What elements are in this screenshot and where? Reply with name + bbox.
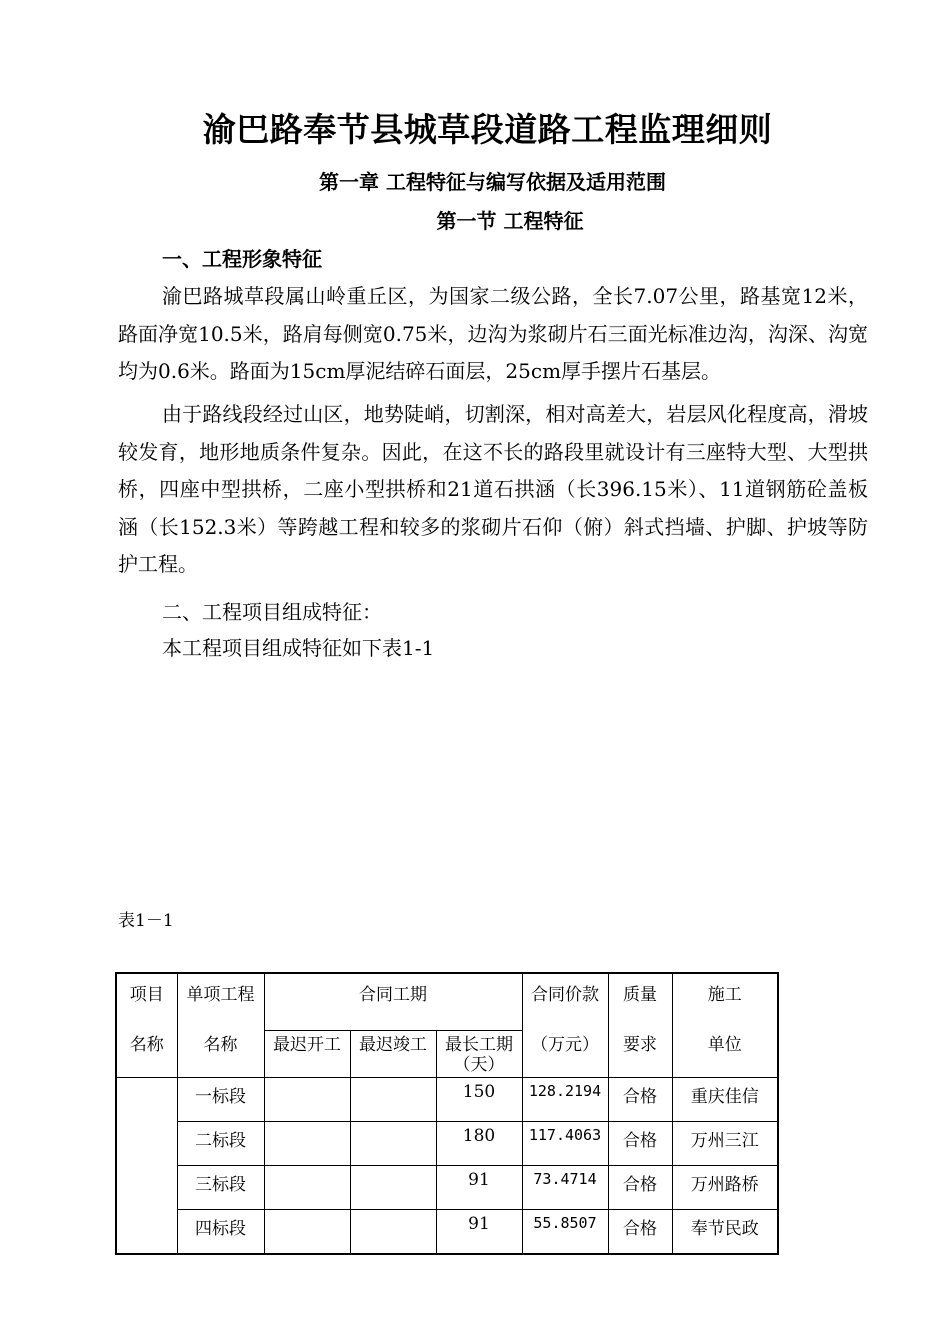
header-quality: 质量 [608,973,672,1031]
header-contractor-unit: 单位 [672,1031,778,1078]
table-row [116,1210,778,1255]
cell-name: 四标段 [177,1210,264,1255]
document-title: 渝巴路奉节县城草段道路工程监理细则 [202,110,773,149]
table-header-row [116,1031,778,1078]
header-subproject-name: 名称 [177,1031,264,1078]
subheading-composition: 二、工程项目组成特征： [162,600,382,624]
header-max-duration: 最长工期（天） [436,1031,522,1078]
cell-price: 117.4063 [522,1122,608,1166]
cell-unit: 奉节民政 [672,1210,778,1255]
cell-quality: 合格 [608,1166,672,1210]
cell-name: 二标段 [177,1122,264,1166]
cell-quality: 合格 [608,1210,672,1255]
header-contract-period: 合同工期 [264,973,522,1031]
cell-end [350,1122,436,1166]
cell-unit: 万州路桥 [672,1166,778,1210]
table-header-row [116,973,778,1031]
subheading-features: 一、工程形象特征 [162,247,322,271]
cell-days: 91 [436,1210,522,1255]
cell-name: 三标段 [177,1166,264,1210]
header-item-name: 名称 [116,1031,177,1078]
header-price-unit: （万元） [522,1031,608,1078]
header-latest-start: 最迟开工 [264,1031,350,1078]
project-table [115,972,779,1255]
cell-days: 91 [436,1166,522,1210]
header-latest-finish: 最迟竣工 [350,1031,436,1078]
table-row [116,1166,778,1210]
header-contractor: 施工 [672,973,778,1031]
header-quality-req: 要求 [608,1031,672,1078]
chapter-heading: 第一章 工程特征与编写依据及适用范围 [319,170,666,194]
cell-start [264,1210,350,1255]
cell-unit: 重庆佳信 [672,1078,778,1122]
header-item: 项目 [116,973,177,1031]
cell-end [350,1078,436,1122]
cell-start [264,1122,350,1166]
cell-quality: 合格 [608,1122,672,1166]
cell-quality: 合格 [608,1078,672,1122]
header-subproject: 单项工程 [177,973,264,1031]
cell-name: 一标段 [177,1078,264,1122]
cell-start [264,1166,350,1210]
table-row [116,1122,778,1166]
paragraph-road-overview: 渝巴路城草段属山岭重丘区，为国家二级公路，全长7.07公里，路基宽12米，路面净宽10.5米，路肩每侧宽0.75米，边沟为浆砌片石三面光标准边沟，沟深、沟宽均为0.6米。路面为15cm厚泥结碎石面层，25cm厚手摆片石基层。 [118,284,868,383]
table-intro: 本工程项目组成特征如下表1-1 [162,636,435,660]
cell-price: 73.4714 [522,1166,608,1210]
paragraph-terrain: 由于路线段经过山区，地势陡峭，切割深，相对高差大，岩层风化程度高，滑坡较发育，地形地质条件复杂。因此，在这不长的路段里就设计有三座特大型、大型拱桥，四座中型拱桥，二座小型拱桥和21道石拱涵（长396.15米）、11道钢筋砼盖板涵（长152.3米）等跨越工程和较多的浆砌片石仰（俯）斜式挡墙、护脚、护坡等防护工程。 [118,402,868,576]
cell-days: 180 [436,1122,522,1166]
cell-unit: 万州三江 [672,1122,778,1166]
cell-end [350,1166,436,1210]
cell-end [350,1210,436,1255]
table-caption: 表1－1 [118,911,174,931]
item-name-cell [116,1078,177,1255]
cell-price: 55.8507 [522,1210,608,1255]
header-price: 合同价款 [522,973,608,1031]
cell-start [264,1078,350,1122]
cell-days: 150 [436,1078,522,1122]
section-heading: 第一节 工程特征 [436,209,584,233]
table-row [116,1078,778,1122]
cell-price: 128.2194 [522,1078,608,1122]
